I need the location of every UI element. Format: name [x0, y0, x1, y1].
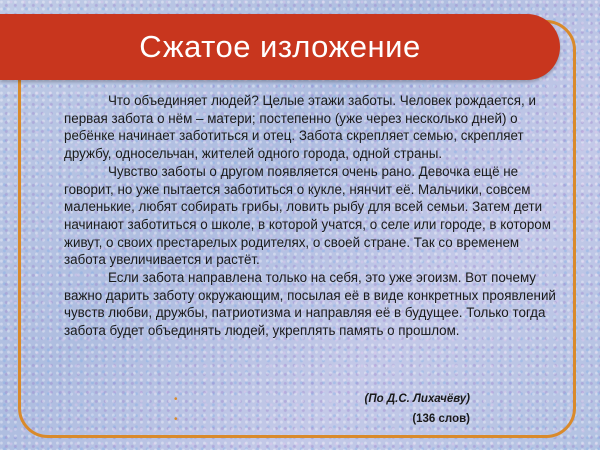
word-count: (136 слов): [412, 413, 470, 425]
paragraph-1: Что объединяет людей? Целые этажи заботы. Человек рождается, и первая забота о нём – матери; постепенно (уже через несколько дней) о ребёнке начинает заботиться и отец. Забота скрепляет семью, скрепляет дружбу, односельчан, жителей одного города, одной страны.: [64, 93, 536, 162]
bullet-icon: •: [174, 414, 178, 425]
slide-title: Сжатое изложение: [139, 29, 421, 64]
text-body: [64, 92, 564, 340]
bullet-icon: •: [174, 394, 178, 405]
attribution: (По Д.С. Лихачёву): [364, 393, 470, 405]
paragraph-3: Если забота направлена только на себя, это уже эгоизм. Вот почему важно дарить заботу окружающим, посылая её в виде конкретных проявлений чувств любви, дружбы, патриотизма и направляя её в будущее. Только тогда забота будет объединять людей, укреплять память о прошлом.: [64, 270, 556, 339]
paragraph-2: Чувство заботы о другом появляется очень рано. Девочка ещё не говорит, но уже пытается заботиться о кукле, нянчит её. Мальчики, совсем маленькие, любят собирать грибы, ловить рыбу для всей семьи. Затем дети начинают заботиться о школе, в которой учатся, о селе или городе, в котором живут, о своих престарелых родителях, о своей стране. Так со временем забота увеличивается и растёт.: [64, 163, 551, 268]
